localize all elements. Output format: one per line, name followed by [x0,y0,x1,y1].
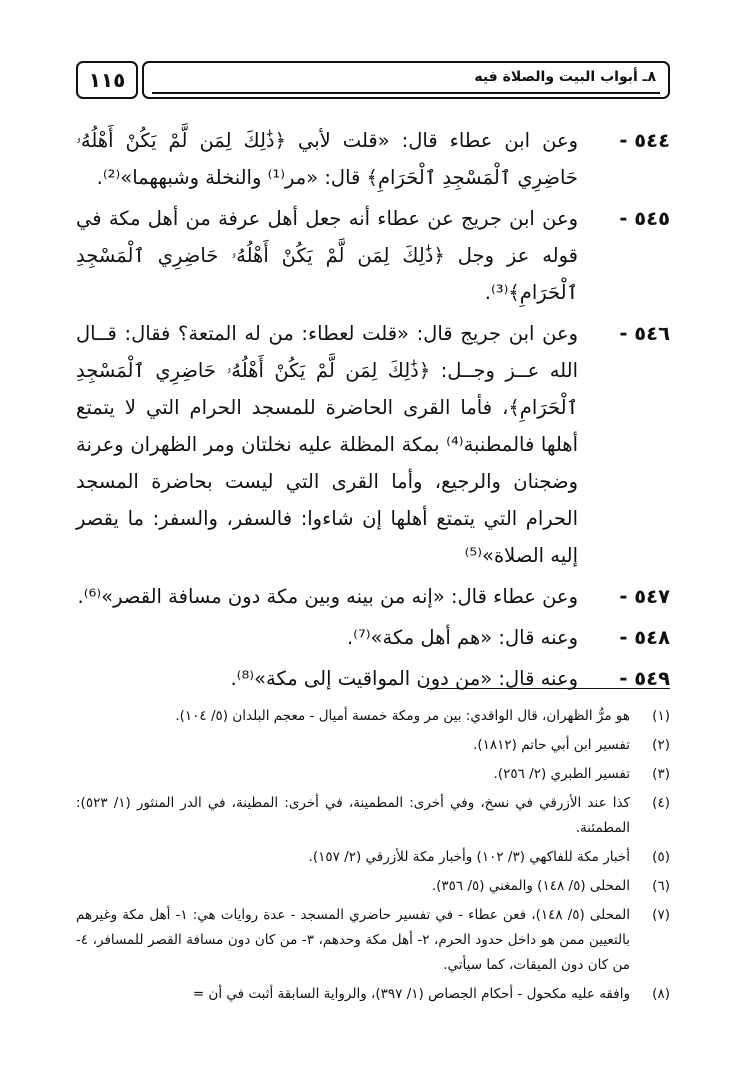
footnote [76,903,670,978]
page-number: ١١٥ [76,61,138,99]
footnote-text: تفسير ابن أبي حاتم (١٨١٢). [473,737,630,753]
footnote [76,762,670,787]
entry-number: ٥٤٨ - [619,626,670,649]
footnote-number: (٧) [652,907,670,923]
footnote-text: تفسير الطبري (٢/ ٢٥٦). [493,766,630,782]
footnotes [76,704,670,1011]
entry-number: ٥٤٤ - [619,129,670,152]
entry-number: ٥٤٥ - [619,207,670,230]
footnote-divider [427,688,670,689]
entry-number: ٥٤٩ - [619,667,670,690]
hadith-entry [76,315,670,574]
running-title: ٨ـ أبواب البيت والصلاة فيه [142,61,670,99]
main-text [76,122,670,701]
hadith-entry [76,660,670,697]
footnote-text: كذا عند الأزرقي في نسخ، وفي أخرى: المطمينة، في أخرى: المطينة، في الدر المنثور (١/ ٥٢٣): المطمئنة. [76,795,630,836]
footnote-text: هو مرُّ الظهران، قال الواقدي: بين مر ومكة خمسة أميال - معجم البلدان (٥/ ١٠٤). [175,708,630,724]
footnote [76,874,670,899]
footnote [76,704,670,729]
footnote [76,791,670,841]
entry-number: ٥٤٦ - [619,322,670,345]
page-header [76,59,670,103]
footnote-text: وافقه عليه مكحول - أحكام الجصاص (١/ ٣٩٧)، والرواية السابقة أثبت في أن = [192,986,630,1002]
entry-text: وعن ابن عطاء قال: «قلت لأبي ﴿ذَٰلِكَ لِمَن لَّمْ يَكُنْ أَهْلُهُۥ حَاضِرِي ٱلْمَسْجِدِ ٱلْحَرَامِ﴾ قال: «مر⁽¹⁾ والنخلة وشبههما»⁽²⁾. [76,129,578,189]
entry-text: وعن ابن جريج قال: «قلت لعطاء: من له المتعة؟ فقال: قــال الله عــز وجــل: ﴿ذَٰلِكَ لِمَن لَّمْ يَكُنْ أَهْلُهُۥ حَاضِرِي ٱلْمَسْجِدِ ٱلْحَرَامِ﴾، فأما القرى الحاضرة للمسجد الحرام التي لا يتمتع أهلها فالمطنبة⁽⁴⁾ بمكة المظلة عليه نخلتان ومر الظهران وعرنة وضجنان والرجيع، وأما القرى التي ليست بحاضرة المسجد الحرام التي يتمتع أهلها إن شاءوا: فالسفر، والسفر: ما يقصر إليه الصلاة»⁽⁵⁾ [76,322,578,567]
footnote-number: (٤) [652,795,670,811]
footnote-number: (٨) [652,986,670,1002]
footnote-number: (٥) [652,849,670,865]
footnote-number: (٣) [652,766,670,782]
hadith-entry [76,200,670,311]
entry-number: ٥٤٧ - [619,585,670,608]
footnote [76,733,670,758]
footnote-number: (٢) [652,737,670,753]
hadith-entry [76,578,670,615]
footnote-text: المحلى (٥/ ١٤٨)، فعن عطاء - في تفسير حاضري المسجد - عدة روايات هي: ١- أهل مكة وغيرهم بالتعيين ممن هو داخل حدود الحرم، ٢- أهل مكة وحدهم، ٣- من كان دون مسافة القصر للمسافر، ٤- من كان دون الميقات، كما سيأتي. [76,907,631,973]
footnote-number: (١) [652,708,670,724]
hadith-entry [76,122,670,196]
entry-text: وعنه قال: «هم أهل مكة»⁽⁷⁾. [346,626,578,649]
entry-text: وعن عطاء قال: «إنه من بينه وبين مكة دون مسافة القصر»⁽⁶⁾. [77,585,578,608]
footnote [76,982,670,1007]
footnote-text: المحلى (٥/ ١٤٨) والمغني (٥/ ٣٥٦). [431,878,630,894]
entry-text: وعن ابن جريج عن عطاء أنه جعل أهل عرفة من أهل مكة في قوله عز وجل ﴿ذَٰلِكَ لِمَن لَّمْ يَكُنْ أَهْلُهُۥ حَاضِرِي ٱلْمَسْجِدِ ٱلْحَرَامِ﴾⁽³⁾. [76,207,578,304]
hadith-entry [76,619,670,656]
entry-text: وعنه قال: «من دون المواقيت إلى مكة»⁽⁸⁾. [230,667,578,690]
footnote-number: (٦) [652,878,670,894]
footnote [76,845,670,870]
footnote-text: أخبار مكة للفاكهي (٣/ ١٠٢) وأخبار مكة للأزرقي (٢/ ١٥٧). [308,849,630,865]
